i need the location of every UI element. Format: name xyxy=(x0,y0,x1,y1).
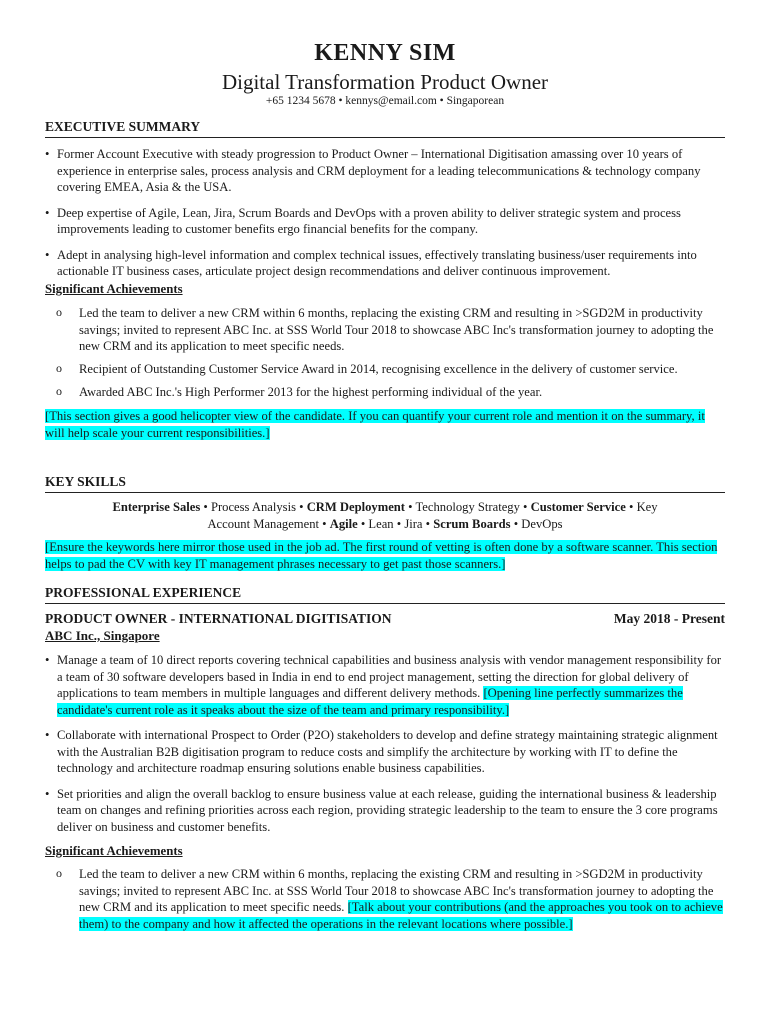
experience-bullets xyxy=(45,652,725,844)
candidate-role: Digital Transformation Product Owner xyxy=(221,70,549,94)
significant-achievements-heading: Significant Achievements xyxy=(45,844,183,858)
skill-item: Agile xyxy=(329,516,358,531)
skill-item: Enterprise Sales xyxy=(112,500,201,514)
summary-bullet: • Adept in analysing high-level information and complex technical issues, effectively translating business/user requirements into actionable IT business cases, articulate project design recommendations and deliver continuous improvement. xyxy=(45,247,725,280)
skill-item: Scrum Boards xyxy=(433,516,511,531)
experience-bullet: • Set priorities and align the overall backlog to ensure business value at each release, guiding the international business & leadership team on changes and refining priorities across each region, providing strategic leadership to the team to ensure the 3 core programs deliver on business and customer benefits. xyxy=(45,786,725,836)
candidate-name: KENNY SIM xyxy=(314,40,456,66)
professional-experience-heading: PROFESSIONAL EXPERIENCE xyxy=(45,585,725,604)
experience-bullet xyxy=(45,652,725,718)
executive-summary-heading: EXECUTIVE SUMMARY xyxy=(45,119,725,138)
skill-item: Customer Service xyxy=(530,500,626,514)
highlighted-note: [Opening line perfectly summarizes the candidate's current role as it speaks about the size of the team and primary responsibility.] xyxy=(57,686,683,717)
highlighted-note: [Talk about your contributions (and the approaches you took on to achieve them) to the company and how it affected the operations in the relevant locations where possible.] xyxy=(79,900,723,931)
skill-item: Technology Strategy xyxy=(415,500,520,514)
significant-achievements-heading: Significant Achievements xyxy=(45,282,183,296)
experience-bullet: • Collaborate with international Prospect to Order (P2O) stakeholders to develop and define strategy maintaining strategic alignment with the Australian B2B digitisation program to reduce costs and simplify the architecture by working with IT to define the technology and architecture roadmap ensuring solutions enable business capabilities. xyxy=(45,727,725,777)
key-skills-heading: KEY SKILLS xyxy=(45,474,725,493)
achievement-text: Led the team to deliver a new CRM within 6 months, replacing the existing CRM and resulting in >SGD2M in productivity savings; invited to represent ABC Inc. at SSS World Tour 2018 to showcase ABC Inc's transformation journey to adopting the new CRM and its application to meet specific needs. xyxy=(79,867,714,914)
skill-item: CRM Deployment xyxy=(306,500,405,514)
contact-line: +65 1234 5678 • kennys@email.com • Singaporean xyxy=(265,95,505,107)
skill-item: DevOps xyxy=(521,516,563,531)
summary-bullet: • Former Account Executive with steady progression to Product Owner – International Digitisation amassing over 10 years of experience in enterprise sales, process analysis and CRM deployment for a leading telecommunications & technology company covering EMEA, Asia & the USA. xyxy=(45,146,725,196)
company-name: ABC Inc., Singapore xyxy=(45,628,160,643)
skill-item: Process Analysis xyxy=(210,500,296,514)
skills-advice-note xyxy=(45,539,725,573)
summary-advice-note xyxy=(45,408,725,442)
summary-achievements-list xyxy=(45,305,725,407)
achievement-item: o Awarded ABC Inc.'s High Performer 2013 for the highest performing individual of the year. xyxy=(45,384,725,401)
key-skills-line: Enterprise Sales • Process Analysis • CRM Deployment • Technology Strategy • Customer Service • Key Account Management • Agile • Lean • Jira • Scrum Boards • DevOps xyxy=(112,500,658,531)
achievement-item: o Led the team to deliver a new CRM within 6 months, replacing the existing CRM and resulting in >SGD2M in productivity savings; invited to represent ABC Inc. at SSS World Tour 2018 to showcase ABC Inc's transformation journey to adopting the new CRM and its application to meet specific needs. xyxy=(45,305,725,355)
skill-item: Jira xyxy=(404,516,423,531)
summary-bullet: • Deep expertise of Agile, Lean, Jira, Scrum Boards and DevOps with a proven ability to deliver strategic system and process improvements leading to customer benefits ergo financial benefits for the company. xyxy=(45,205,725,238)
executive-summary-list xyxy=(45,146,725,289)
job-title: PRODUCT OWNER - INTERNATIONAL DIGITISATION xyxy=(45,611,392,626)
highlighted-note: [Ensure the keywords here mirror those used in the job ad. The first round of vetting is often done by a software scanner. This section helps to pad the CV with key IT management phrases necessary to get past those scanners.] xyxy=(45,540,718,571)
skill-item: Lean xyxy=(368,516,394,531)
achievement-item xyxy=(45,866,725,932)
experience-bullet-text: Manage a team of 10 direct reports covering technical capabilities and business analysis with vendor management responsibility for a team of 30 software developers based in India in end to end project management, setting the direction for global delivery of applications to team members in multiple languages and different delivery methods. xyxy=(57,653,722,700)
highlighted-note: [This section gives a good helicopter view of the candidate. If you can quantify your current role and mention it on the summary, it will help scale your current responsibilities.] xyxy=(45,409,705,440)
skill-item: Key Account Management xyxy=(207,500,658,531)
achievement-item: o Recipient of Outstanding Customer Service Award in 2014, recognising excellence in the delivery of customer service. xyxy=(45,361,725,378)
experience-achievements-list xyxy=(45,866,725,938)
job-dates: May 2018 - Present xyxy=(613,611,725,626)
